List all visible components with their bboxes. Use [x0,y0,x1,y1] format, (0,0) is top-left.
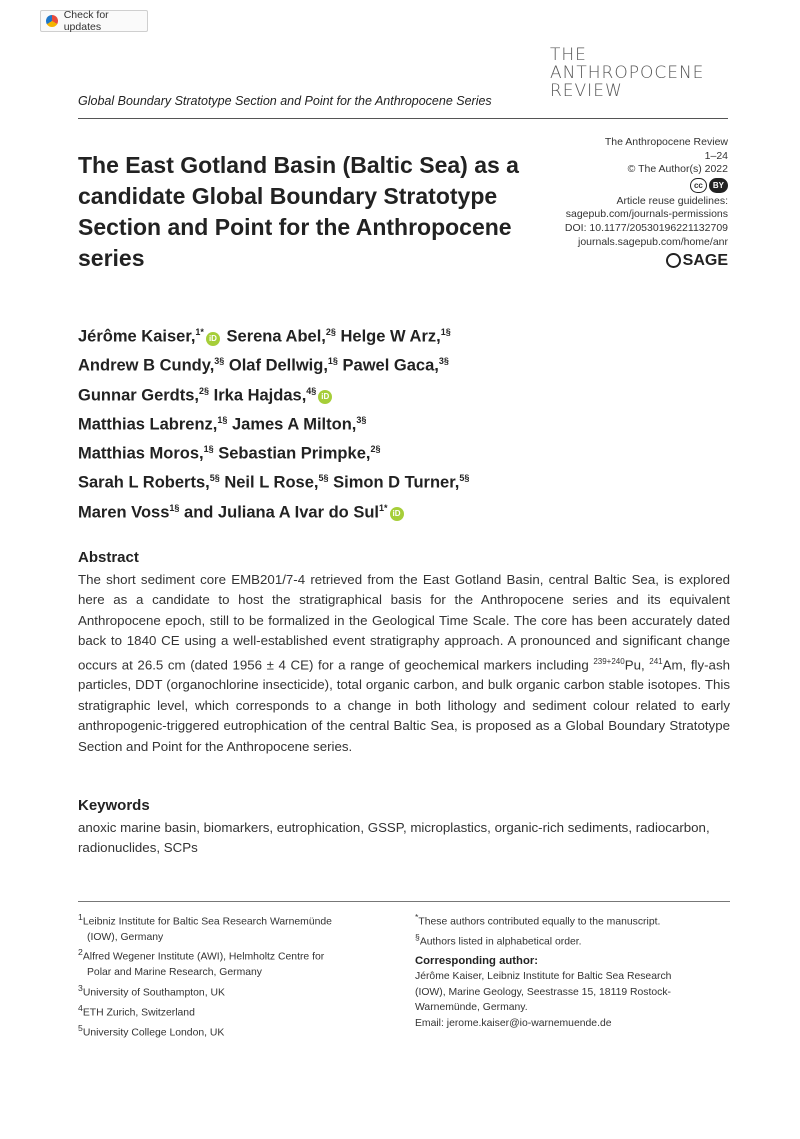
author-name: Sebastian Primpke, [218,444,371,463]
author-affiliation-marker: 2§ [325,327,336,337]
author-name: Simon D Turner, [333,473,460,492]
affiliation-item: $^2$Alfred Wegener Institute (AWI), Helmholtz Centre for [78,947,325,963]
author-list [78,320,698,525]
abstract-part-c: Am, fly-ash particles, DDT (organochlorine insecticide), total organic carbon, and bulk organic carbon stable isotopes. This stratigraphic level, which corresponds to a change in both lithology and sediment colour related to early anthropogenic-triggered eutrophication of the central Baltic Sea, is proposed as a Global Boundary Stratotype Section and Point for the Anthropocene series. [78,657,731,754]
author-notes [415,910,735,1031]
affiliation-item: $^4$ETH Zurich, Switzerland [78,1002,195,1019]
journal-homepage-link[interactable]: journals.sagepub.com/home/anr [577,235,728,248]
abstract-sup-am: 241 [649,656,663,666]
author-name: James A Milton, [231,415,357,434]
article-meta [560,136,728,273]
author-affiliation-marker: 3§ [214,356,225,367]
abstract-part-b: Pu, [624,657,650,673]
author-name: Neil L Rose, [224,473,319,492]
affiliation-continuation: Polar and Marine Research, Germany [87,967,262,979]
article-title: The East Gotland Basin (Baltic Sea) as a candidate Global Boundary Stratotype Section and Point for the Anthropocene series [78,152,519,271]
reuse-label: Article reuse guidelines: [616,194,728,207]
license-badge[interactable] [690,178,728,193]
logo-line-2: ANTHROPOCENE [550,63,705,83]
check-updates-icon [46,15,58,27]
author-affiliation-marker: 1§ [327,356,338,367]
alphabetical-note: §Authors listed in alphabetical order. [415,931,582,948]
author-name: Sarah L Roberts, [78,473,210,492]
author-name: Maren Voss [78,503,170,522]
equal-contribution-note: *These authors contributed equally to the manuscript. [415,912,661,928]
copyright: © The Author(s) 2022 [627,163,728,176]
orcid-icon[interactable]: iD [390,507,404,521]
affiliation-item: $^5$University College London, UK [78,1022,225,1039]
author-name: Matthias Moros, [78,444,204,463]
abstract-heading: Abstract [78,549,139,566]
doi[interactable]: DOI: 10.1177/20530196221132709 [564,221,728,234]
orcid-icon[interactable]: iD [206,332,220,346]
author-affiliation-marker: 2§ [199,385,210,396]
corresponding-heading: Corresponding author: [415,954,539,967]
by-icon: BY [709,178,728,193]
corresponding-line-3: Warnemünde, Germany. [415,1002,528,1014]
abstract-sup-pu: 239+240 [593,656,625,666]
author-name: Helge W Arz, [340,327,441,346]
affiliation-item: $^1$Leibniz Institute for Baltic Sea Research Warnemünde [78,912,332,928]
author-name: and Juliana A Ivar do Sul [184,503,380,522]
corresponding-email[interactable]: Email: jerome.kaiser@io-warnemuende.de [415,1017,612,1029]
orcid-icon[interactable]: iD [318,390,332,404]
header-divider [78,118,728,119]
keywords-text: anoxic marine basin, biomarkers, eutrophication, GSSP, microplastics, organic-rich sediments, radiocarbon, radionuclides, SCPs [78,820,710,856]
author-name: Matthias Labrenz, [78,415,218,434]
page-range: 1–24 [704,149,728,162]
author-affiliation-marker: 1* [379,502,388,513]
author-affiliation-marker: 1* [195,327,204,337]
author-affiliation-marker: 2§ [370,444,381,455]
keywords-heading: Keywords [78,797,150,814]
reuse-link[interactable]: sagepub.com/journals-permissions [565,208,728,221]
author-name: Pawel Gaca, [342,356,439,375]
abstract-text [78,570,730,757]
cc-icon: cc [690,178,707,193]
author-name: Gunnar Gerdts, [78,386,200,405]
author-name: Serena Abel, [226,327,326,346]
sage-icon [666,253,681,268]
publisher-logo [666,253,728,268]
author-affiliation-marker: 5§ [459,473,470,484]
author-affiliation-marker: 1§ [169,502,180,513]
affiliations [78,910,398,1041]
author-affiliation-marker: 5§ [209,473,220,484]
affiliation-continuation: (IOW), Germany [87,931,164,943]
abstract-part-a: The short sediment core EMB201/7-4 retrieved from the East Gotland Basin, central Baltic Sea, is explored here as a candidate to host the stratigraphical basis for the Anthropocene series and its equivalent Anthropocene epoch, still to be formalized in the Geological Time Scale. The core has been accurately dated back to 1840 CE using a well-established event stratigraphy approach. A pronounced and significant change occurs at 26.5 cm (dated 1956 ± 4 CE) for a range of geochemical markers including [78,572,730,673]
author-name: Andrew B Cundy, [78,356,215,375]
corresponding-line-1: Jérôme Kaiser, Leibniz Institute for Baltic Sea Research [415,971,672,983]
author-affiliation-marker: 1§ [217,414,228,425]
logo-line-1: THE [550,45,587,65]
author-affiliation-marker: 1§ [440,327,451,337]
footnote-divider [78,901,730,902]
author-affiliation-marker: 1§ [203,444,214,455]
check-for-updates-button[interactable] [40,10,148,32]
publisher-name: SAGE [682,251,728,269]
series-label: Global Boundary Stratotype Section and Point for the Anthropocene Series [78,94,492,108]
author-name: Irka Hajdas, [213,386,307,405]
logo-line-3: REVIEW [550,81,623,101]
journal-logo [550,46,735,100]
author-name: Jérôme Kaiser, [78,327,196,346]
check-updates-label: Check for updates [63,9,109,33]
affiliation-item: $^3$University of Southampton, UK [78,982,225,999]
journal-name: The Anthropocene Review [604,136,728,148]
author-affiliation-marker: 3§ [438,356,449,367]
author-affiliation-marker: 5§ [318,473,329,484]
author-name: Olaf Dellwig, [228,356,328,375]
author-affiliation-marker: 4§ [306,385,317,396]
author-affiliation-marker: 3§ [356,414,367,425]
corresponding-line-2: (IOW), Marine Geology, Seestrasse 15, 18119 Rostock- [415,986,672,998]
